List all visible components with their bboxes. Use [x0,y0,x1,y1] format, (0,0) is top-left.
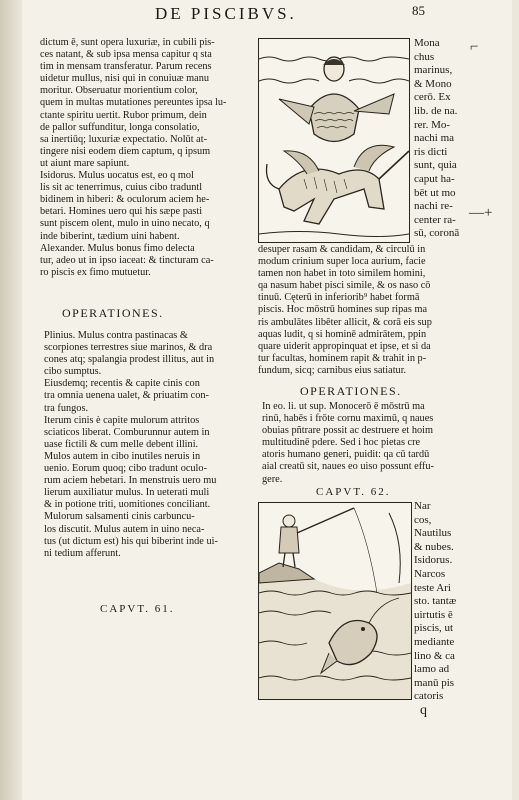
text-line: ris ambulātes libēter allicit, & corā eis sup [258,316,432,328]
text-line: Mona [414,37,440,49]
text-line: ris dicti [414,145,448,158]
left-section-heading: OPERATIONES. [62,306,164,320]
pen-mark: —+ [469,205,493,221]
text-line: Mulos autem in cibo inutiles neruis in [44,450,201,462]
text-line: uirtutis ē [414,608,453,621]
text-line: desuper rasam & candidam, & circulū in [258,244,426,255]
text-line: cibo sumptus. [44,366,102,378]
text-line: cones atq; spalangia prodest illitus, aut in [44,354,215,366]
text-line: sciaticos liberat. Comburunnur autem in [44,426,210,438]
text-line: sū, coronā [414,227,460,240]
text-line: uenio. Eorum quoq; cibo tradunt oculo- [44,463,208,475]
text-line: lierum auxiliatur mulus. In ueterati muli [44,487,210,499]
text-line: moritur. Obseruatur morientium color, [40,85,198,97]
text-line: mediante [414,635,455,648]
text-line: obuias pñtrare possit ac destruere et hoim [262,425,433,437]
text-line: ctante spiritu uertit. Rubor primum, dein [40,109,207,121]
text-line: catoris [414,690,444,703]
text-line: piscis. Hoc mōstrū homines sup ripas ma [258,304,428,316]
text-line: fundum, sicq; carnibus eius satiatur. [258,364,407,376]
left-column-operationes [44,330,218,560]
text-line: aial creatū sit, naues eo uiso possunt effu- [262,461,434,473]
monachus-monoceros-woodcut [258,38,410,243]
text-line: sa inertiūq; luxuriæ expectatio. Nolūt at- [40,133,207,145]
text-line: quem in multas mutationes pereuntes ipsa lu- [40,97,227,109]
text-line: bēt ut mo [414,186,456,199]
text-line: los discutit. Mulus autem in uino neca- [44,523,205,535]
text-line: chus [414,50,435,63]
text-line: rum aciem hebetari. In menstruis uero mu [44,475,217,487]
pen-mark: ⌐ [470,39,479,55]
text-line: atoris humano generi, puidit: qa cū tardū [262,449,430,461]
text-line: uase fictili & cum melle debent illini. [44,438,199,450]
text-line: Mulorum salsamenti cinis carbuncu- [44,511,195,523]
text-line: tur, adeo ut in ipso iaceat: & tincturam ca- [40,254,214,266]
text-line: sunt, quia [414,159,457,172]
text-line: gere. [262,473,283,485]
text-line: Nautilus [414,527,452,540]
right-column-operationes [262,401,434,486]
text-line: betari. Homines uero qui his sæpe pasti [40,206,203,218]
left-column-text [40,37,226,279]
text-line: & nubes. [414,540,454,553]
text-line: cerō. Ex [414,91,451,104]
text-line: tus (ut dictum est) his qui biberint inde ui- [44,535,218,547]
text-line: scorpiones terrestres siue marinos, & dra [44,342,213,354]
text-line: modum crinium super loca aurium, facie [258,256,426,268]
text-line: tra omnia uenena ualet, & priuatim con- [44,390,209,402]
text-line: Eiusdemq; recentis & capite cinis con [44,378,200,390]
text-line: manū pis [414,676,455,689]
text-line: Isidorus. [414,554,453,567]
text-line: tamen non habet in toto similem homini, [258,268,426,280]
folio-number: 85 [412,3,425,18]
text-line: ro piscis ex fimo mutuetur. [40,266,151,278]
text-line: rer. Mo- [414,118,451,131]
text-line: sunt piscem olent, mulo in uino necato, q [40,218,210,230]
text-line: & in potione triti, uomitiones conciliant. [44,499,211,511]
text-line: lamo ad [414,663,450,676]
text-line: bidinem in hiberi: & oculorum aciem he- [40,194,210,206]
text-line: In eo. li. ut sup. Monocerō ē mōstrū ma [262,401,425,412]
text-line: center ra- [414,213,456,226]
right-caput-heading: CAPVT. 62. [316,486,391,498]
text-line: ces natant, & sub ipsa mensa capitur q sta [40,49,212,61]
text-line: Nar [414,500,431,512]
monachus-side-text [414,37,459,241]
text-line: quare uiderit appropinquat et ipse, et si da [258,340,431,352]
text-line: Alexander. Mulus bonus fimo delecta [40,242,195,254]
right-section-heading: OPERATIONES. [300,384,402,398]
text-line: tim in mensam transferatur. Parum recens [40,61,212,73]
text-line: lino & ca [414,649,455,662]
text-line: Isidorus. Mulus uocatus est, eo q mol [40,170,194,182]
text-line: qa nasum habet pisci simile, & os naso cō [258,280,431,292]
text-line: inde biberint, tædium uini habent. [40,230,180,242]
text-line: cos, [414,513,432,526]
text-line: multitudinē pdere. Sed i hoc pietas cre [262,437,421,449]
text-line: Iterum cinis è capite mulorum attritos [44,414,200,426]
text-line: sto. tantæ [414,595,457,608]
text-line: ni tedium afferunt. [44,547,121,559]
text-line: de pallor suffunditur, longa consolatio, [40,121,200,133]
narcos-side-text [414,500,456,704]
text-line: Plinius. Mulus contra pastinacas & [44,330,188,341]
text-line: nachi re- [414,200,453,213]
text-line: lis sit ac tenerrimus, cuius cibo traduntl [40,182,203,194]
text-line: aquas ludit, q si hominē admirātem, ppin [258,328,427,340]
page-gutter-shadow [0,0,22,800]
text-line: dictum ē, sunt opera luxuriæ, in cubili pis- [40,37,215,48]
text-line: tingere nisi eodem diem captum, q ipsum [40,145,211,157]
narcos-fisherman-woodcut [258,502,412,700]
text-line: tinuū. Cęterū in inferiorib⁹ habet formā [258,292,420,304]
signature-mark: q [420,703,427,718]
text-line: ut aiunt mare sapiunt. [40,157,130,169]
right-column-text [258,244,432,377]
text-line: marinus, [414,64,453,77]
page-title: DE PISCIBVS. [155,4,297,23]
text-line: teste Ari [414,581,451,594]
text-line: lib. de na. [414,104,458,117]
text-line: & Mono [414,77,452,90]
text-line: caput ha- [414,172,455,185]
text-line: nachi ma [414,132,455,145]
text-line: Narcos [414,567,446,580]
text-line: uidetur mullus, nisi qui in conuiuæ manu [40,73,210,85]
left-caput-heading: CAPVT. 61. [100,603,175,615]
text-line: tra fungos. [44,402,89,414]
text-line: tur facultas, hominem rapit & trahit in p- [258,352,427,364]
text-line: rinū, habēs i frōte cornu maximū, q naues [262,413,434,425]
text-line: piscis, ut [414,622,454,635]
